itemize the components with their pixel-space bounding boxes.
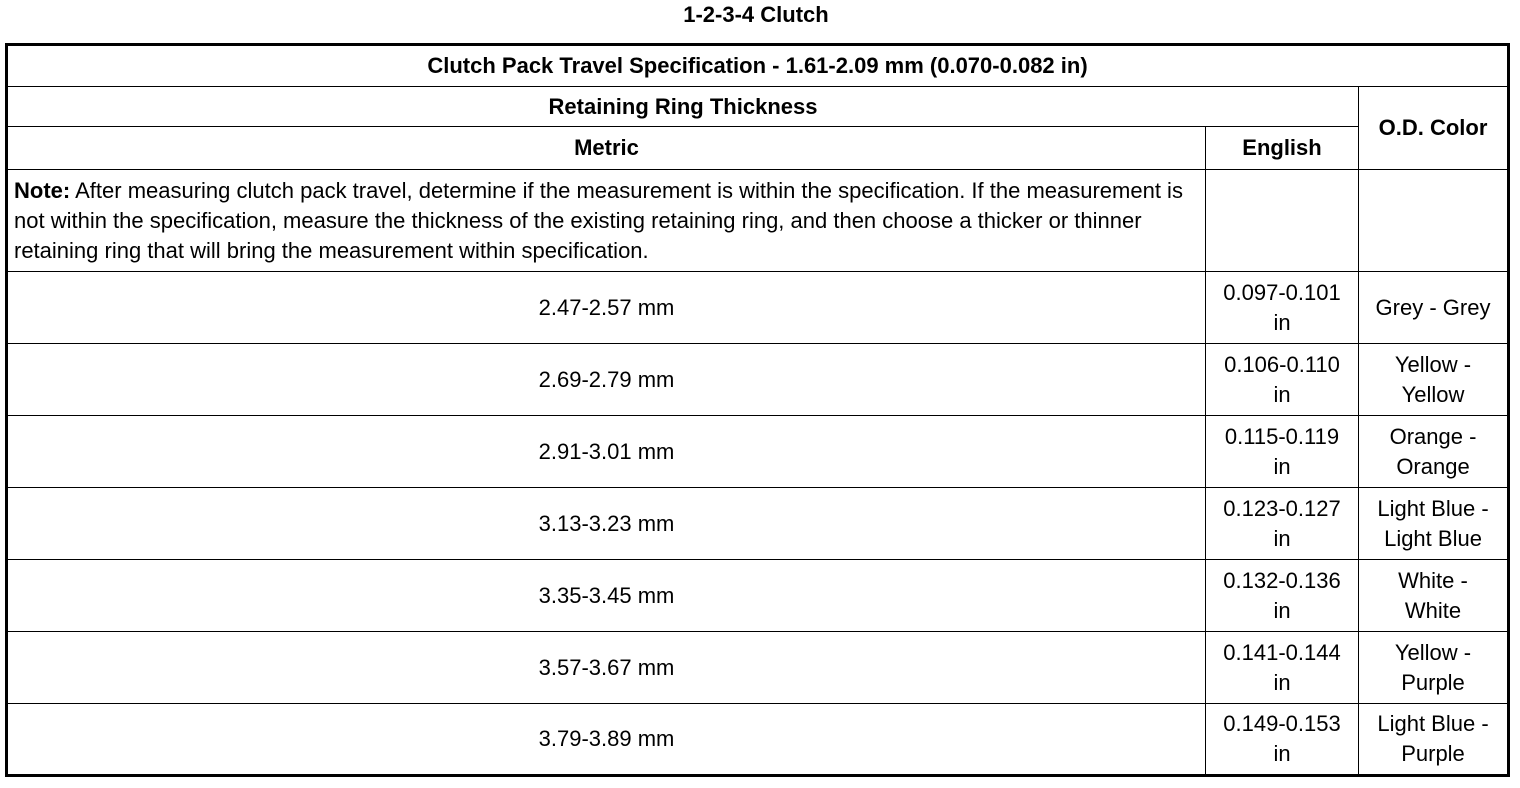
color-cell: [1359, 272, 1509, 344]
english-unit: in: [1273, 669, 1291, 695]
color-cell: [1359, 488, 1509, 560]
english-range: 0.149-0.153: [1223, 711, 1341, 736]
color-line-1: Light Blue -: [1377, 711, 1489, 736]
ring-thickness-header: Retaining Ring Thickness: [7, 87, 1359, 127]
col-header-english: English: [1206, 127, 1359, 170]
english-unit: in: [1273, 525, 1291, 551]
english-unit: in: [1273, 741, 1291, 766]
note-text: After measuring clutch pack travel, determine if the measurement is within the specification. If the measurement is not within the specification, measure the thickness of the existing retaining ring, and then choose a thicker or thinner retaining ring that will bring the measurement within specification.: [14, 177, 1183, 263]
color-line-1: Light Blue -: [1377, 495, 1489, 521]
english-range: 0.097-0.101: [1223, 279, 1341, 305]
retaining-ring-table: [5, 43, 1510, 777]
color-cell: [1359, 560, 1509, 632]
english-unit: in: [1273, 309, 1291, 335]
table-row: [7, 416, 1509, 488]
metric-cell: 3.79-3.89 mm: [7, 704, 1206, 776]
english-range: 0.115-0.119: [1224, 423, 1340, 449]
english-cell: [1206, 416, 1359, 488]
color-line-1: White -: [1398, 567, 1468, 593]
table-row: [7, 632, 1509, 704]
color-line-1: Orange -: [1389, 423, 1477, 449]
color-line-1: Grey - Grey: [1375, 294, 1491, 320]
column-header-row: [7, 127, 1509, 170]
metric-cell: 2.47-2.57 mm: [7, 272, 1206, 344]
english-range: 0.141-0.144: [1223, 639, 1341, 665]
table-row: [7, 488, 1509, 560]
color-cell: [1359, 632, 1509, 704]
color-line-2: Orange: [1396, 453, 1470, 479]
table-row: [7, 704, 1509, 776]
english-cell: [1206, 488, 1359, 560]
english-cell: [1206, 560, 1359, 632]
english-range: 0.106-0.110: [1224, 351, 1340, 377]
metric-cell: 3.35-3.45 mm: [7, 560, 1206, 632]
color-line-2: Purple: [1401, 669, 1465, 695]
english-cell: [1206, 704, 1359, 776]
color-cell: [1359, 416, 1509, 488]
note-english-empty: [1206, 170, 1359, 272]
note-color-empty: [1359, 170, 1509, 272]
english-range: 0.132-0.136: [1223, 567, 1341, 593]
color-cell: [1359, 704, 1509, 776]
note-cell: [7, 170, 1206, 272]
english-range: 0.123-0.127: [1223, 495, 1341, 521]
page-title: 1-2-3-4 Clutch: [683, 2, 829, 27]
note-label: Note:: [14, 177, 71, 203]
table-row: [7, 272, 1509, 344]
metric-cell: 3.13-3.23 mm: [7, 488, 1206, 560]
english-unit: in: [1273, 381, 1291, 407]
metric-cell: 2.91-3.01 mm: [7, 416, 1206, 488]
color-line-2: White: [1404, 597, 1462, 623]
english-cell: [1206, 632, 1359, 704]
color-line-1: Yellow -: [1394, 639, 1472, 665]
col-header-od-color: O.D. Color: [1359, 87, 1509, 170]
english-unit: in: [1273, 453, 1291, 479]
color-cell: [1359, 344, 1509, 416]
col-header-metric: Metric: [7, 127, 1206, 170]
english-cell: [1206, 344, 1359, 416]
metric-cell: 2.69-2.79 mm: [7, 344, 1206, 416]
table-row: [7, 560, 1509, 632]
color-line-1: Yellow -: [1394, 351, 1472, 377]
ring-header-row: [7, 87, 1509, 127]
spec-header: Clutch Pack Travel Specification - 1.61-2.09 mm (0.070-0.082 in): [7, 45, 1509, 87]
spec-header-row: [7, 45, 1509, 87]
color-line-2: Yellow: [1401, 381, 1465, 407]
english-unit: in: [1273, 597, 1291, 623]
color-line-2: Light Blue: [1384, 525, 1482, 551]
metric-cell: 3.57-3.67 mm: [7, 632, 1206, 704]
note-row: [7, 170, 1509, 272]
english-cell: [1206, 272, 1359, 344]
table-row: [7, 344, 1509, 416]
color-line-2: Purple: [1401, 741, 1465, 766]
